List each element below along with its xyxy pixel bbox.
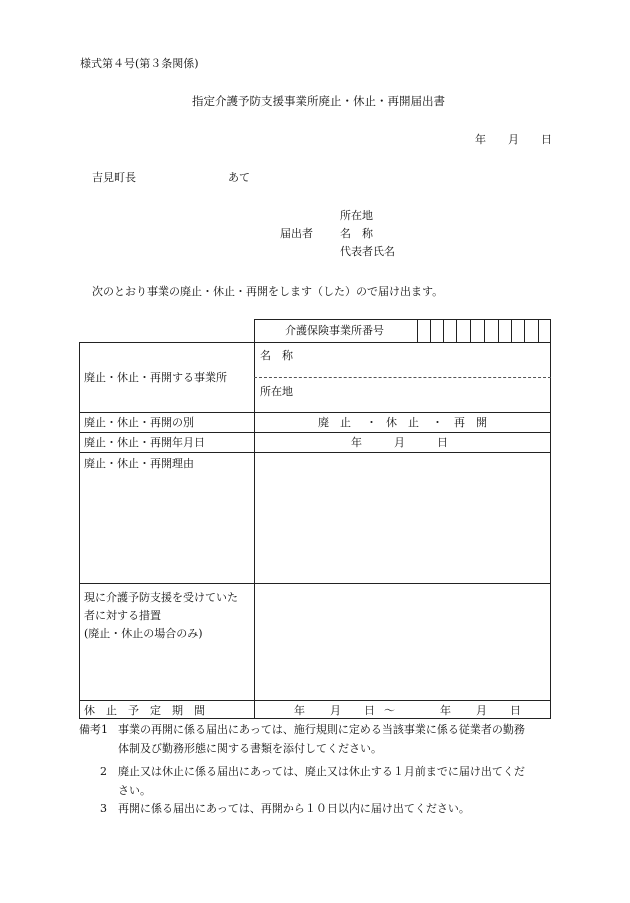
date-value-day: 日 — [437, 436, 448, 449]
note-1-line-1: 事業の再開に係る届出にあっては、施行規則に定める当該事業に係る従業者の勤務 — [118, 723, 525, 736]
date-value-year: 年 — [351, 436, 362, 449]
notifier-address-label: 所在地 — [340, 209, 373, 222]
reason-label: 廃止・休止・再開理由 — [84, 457, 194, 470]
suspension-end-year: 年 — [440, 704, 451, 717]
suspension-label: 休 止 予 定 期 間 — [84, 704, 205, 717]
notes-head: 備考1 — [79, 723, 108, 736]
office-label: 廃止・休止・再開する事業所 — [84, 371, 227, 384]
notifier-representative-label: 代表者氏名 — [340, 245, 395, 258]
measure-label-3: (廃止・休止の場合のみ) — [84, 627, 203, 640]
date-value-month: 月 — [394, 436, 405, 449]
date-day: 日 — [541, 133, 552, 146]
notifier-name-label: 名 称 — [340, 227, 373, 240]
type-option-kyushi: 休 止 — [386, 416, 419, 429]
type-option-saikai: 再 開 — [454, 416, 487, 429]
addressee-ate: あて — [228, 171, 250, 184]
type-option-haishi: 廃 止 — [318, 416, 351, 429]
suspension-start-month: 月 — [330, 704, 341, 717]
suspension-start-year: 年 — [294, 704, 305, 717]
type-sep-2: ・ — [432, 416, 443, 429]
intro-text: 次のとおり事業の廃止・休止・再開をします（した）ので届け出ます。 — [92, 285, 444, 298]
note-2-line-2: さい。 — [118, 784, 151, 797]
note-3-line-1: 再開に係る届出にあっては、再開から１０日以内に届け出てください。 — [118, 802, 470, 815]
note-2-number: 2 — [100, 765, 107, 778]
page-title: 指定介護予防支援事業所廃止・休止・再開届出書 — [192, 94, 445, 108]
date-label: 廃止・休止・再開年月日 — [84, 436, 205, 449]
type-sep-1: ・ — [366, 416, 377, 429]
date-month: 月 — [508, 133, 519, 146]
note-3-number: 3 — [100, 802, 107, 815]
addressee-mayor: 吉見町長 — [92, 171, 136, 184]
type-label: 廃止・休止・再開の別 — [84, 416, 194, 429]
office-number-label: 介護保険事業所番号 — [285, 324, 384, 337]
office-name-label: 名 称 — [260, 349, 293, 362]
main-table — [79, 342, 551, 719]
date-year: 年 — [475, 133, 486, 146]
form-number: 様式第４号(第３条関係) — [80, 57, 199, 70]
note-2-line-1: 廃止又は休止に係る届出にあっては、廃止又は休止する１月前までに届け出てくだ — [118, 765, 525, 778]
notifier-label: 届出者 — [280, 227, 313, 240]
suspension-end-day: 日 — [510, 704, 521, 717]
suspension-start-day: 日 — [364, 704, 375, 717]
measure-label-1: 現に介護予防支援を受けていた — [84, 591, 238, 604]
measure-label-2: 者に対する措置 — [84, 609, 161, 622]
office-address-label: 所在地 — [260, 385, 293, 398]
suspension-end-month: 月 — [476, 704, 487, 717]
suspension-tilde: ～ — [384, 704, 395, 717]
note-1-line-2: 体制及び勤務形態に関する書類を添付してください。 — [118, 742, 382, 755]
